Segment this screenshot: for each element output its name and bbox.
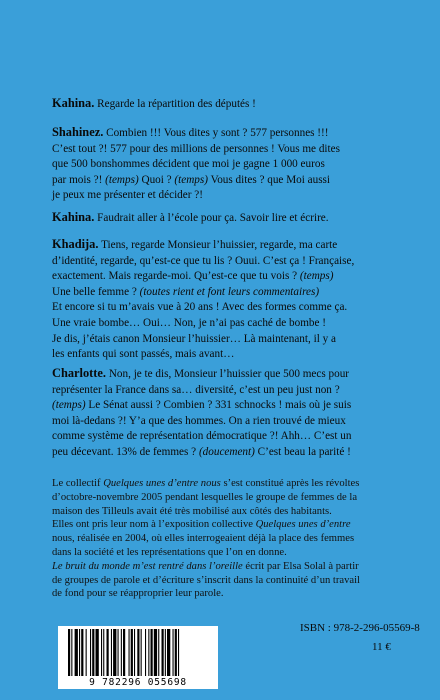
- dialogue-line: peu décevant. 13% de femmes ? (doucement) C’est beau la parité !: [52, 445, 351, 458]
- barcode-bar: [90, 629, 91, 676]
- barcode-bar: [71, 629, 72, 676]
- speaker-name: Khadija.: [52, 237, 99, 251]
- barcode-bar: [134, 629, 135, 676]
- speaker-name: Kahina.: [52, 210, 95, 224]
- barcode-bars: [58, 626, 218, 678]
- dialogue-line: Combien !!! Vous dites y sont ? 577 personnes !!!: [103, 127, 329, 139]
- dialogue-line: Et encore si tu m’avais vue à 20 ans ! Avec des formes comme ça.: [52, 301, 348, 314]
- dialogue-line: Regarde la répartition des députés !: [94, 98, 256, 110]
- dialogue-line: Faudrait aller à l’école pour ça. Savoir lire et écrire.: [94, 212, 329, 224]
- barcode-bar: [79, 629, 80, 676]
- dialogue-line: les enfants qui sont passés, mais avant…: [52, 348, 235, 361]
- dialogue-line: Une vraie bombe… Oui… Non, je n’ai pas caché de bombe !: [52, 316, 327, 329]
- barcode-bar: [118, 629, 119, 676]
- barcode-bar: [173, 629, 174, 676]
- dialogue-line: C’est tout ?! 577 pour des millions de personnes ! Vous me dites: [52, 142, 340, 155]
- dialogue-line: exactement. Mais regarde-moi. Qu’est-ce que tu vois ? (temps): [52, 270, 334, 283]
- dialogue-line: moi là-dedans ?! Y’a que des hommes. On a rien trouvé de mieux: [52, 414, 346, 427]
- barcode-bar: [151, 629, 153, 676]
- dialogue-line: Une belle femme ? (toutes rient et font leurs commentaires): [52, 285, 320, 298]
- isbn: ISBN : 978-2-296-05569-8: [300, 622, 420, 634]
- dialogue-line: d’identité, regarde, qu’est-ce que tu lis ? Ouui. C’est ça ! Française,: [52, 254, 355, 267]
- dialogue-line: Je dis, j’étais canon Monsieur l’huissier… Là maintenant, il y a: [52, 332, 336, 345]
- price: 11 €: [372, 641, 391, 653]
- barcode-digits: 9 782296 055698: [58, 677, 218, 689]
- barcode-bar: [141, 629, 142, 676]
- blurb-line: dans la société et les représentations que l’on en donne.: [52, 546, 287, 558]
- barcode-bar: [178, 629, 179, 676]
- blurb-line: d’octobre-novembre 2005 pendant lesquelles le groupe de femmes de la: [52, 491, 358, 503]
- dialogue-line: comme système de représentation démocratique ?! Ahh… C’est un: [52, 430, 352, 443]
- dialogue-line: représenter la France dans sa… diversité, c’est un peu just non ?: [52, 383, 340, 396]
- barcode-bar: [75, 629, 78, 676]
- barcode-bar: [86, 629, 87, 676]
- barcode-bar: [154, 629, 157, 676]
- barcode-bar: [107, 629, 109, 676]
- barcode-bar: [103, 629, 104, 676]
- blurb-line: Le collectif Quelques unes d’entre nous s’est constitué après les révoltes: [52, 478, 360, 489]
- blurb-line: de groupes de parole et d’écriture s’inscrit dans la continuité d’un travail: [52, 574, 360, 586]
- barcode-bar: [123, 629, 125, 676]
- barcode-bar: [92, 629, 94, 676]
- blurb-line: de fond pour se réapproprier leur parole.: [52, 588, 224, 600]
- dialogue-charlotte: [52, 366, 422, 461]
- dialogue-line: (temps) Le Sénat aussi ? Combien ? 331 schnocks ! mais où je suis: [52, 399, 352, 412]
- dialogue-shahinez: [52, 125, 422, 204]
- dialogue-kahina-2: [52, 210, 422, 227]
- barcode-bar: [101, 629, 102, 676]
- barcode-bar: [121, 629, 122, 676]
- blurb-line: Elles ont pris leur nom à l’exposition collective Quelques unes d’entre: [52, 519, 351, 531]
- barcode-bar: [162, 629, 164, 676]
- speaker-name: Kahina.: [52, 96, 95, 110]
- barcode-bar: [113, 629, 116, 676]
- barcode-bar: [131, 629, 133, 676]
- speaker-name: Shahinez.: [52, 125, 104, 139]
- blurb-line: Le bruit du monde m’est rentré dans l’oreille écrit par Elsa Solal à partir: [52, 560, 359, 572]
- dialogue-line: que 500 bonshommes décident que moi je gagne 1 000 euros: [52, 158, 325, 171]
- barcode-bar: [158, 629, 159, 676]
- barcode-bar: [167, 629, 170, 676]
- dialogue-line: Tiens, regarde Monsieur l’huissier, regarde, ma carte: [98, 239, 338, 251]
- barcode-bar: [175, 629, 177, 676]
- barcode-bar: [137, 629, 139, 676]
- barcode-bar: [68, 629, 70, 676]
- barcode-bar: [111, 629, 112, 676]
- collective-blurb: [52, 477, 422, 601]
- barcode: [58, 626, 218, 686]
- barcode-bar: [165, 629, 166, 676]
- blurb-line: nous, réalisée en 2004, où elles interrogeaient déjà la place des femmes: [52, 533, 355, 545]
- barcode-bar: [129, 629, 130, 676]
- dialogue-khadija: [52, 237, 422, 363]
- barcode-bar: [145, 629, 146, 676]
- dialogue-line: par mois ?! (temps) Quoi ? (temps) Vous dites ? que Moi aussi: [52, 173, 331, 186]
- speaker-name: Charlotte.: [52, 366, 107, 380]
- barcode-bar: [148, 629, 149, 676]
- dialogue-kahina-1: [52, 96, 422, 113]
- dialogue-line: Non, je te dis, Monsieur l’huissier que 500 mecs pour: [106, 368, 350, 380]
- barcode-bar: [96, 629, 99, 676]
- blurb-line: maison des Tilleuls avait été très mobilisé aux côtés des habitants.: [52, 505, 332, 517]
- barcode-bar: [81, 629, 83, 676]
- dialogue-line: je peux me présenter et décider ?!: [52, 189, 203, 202]
